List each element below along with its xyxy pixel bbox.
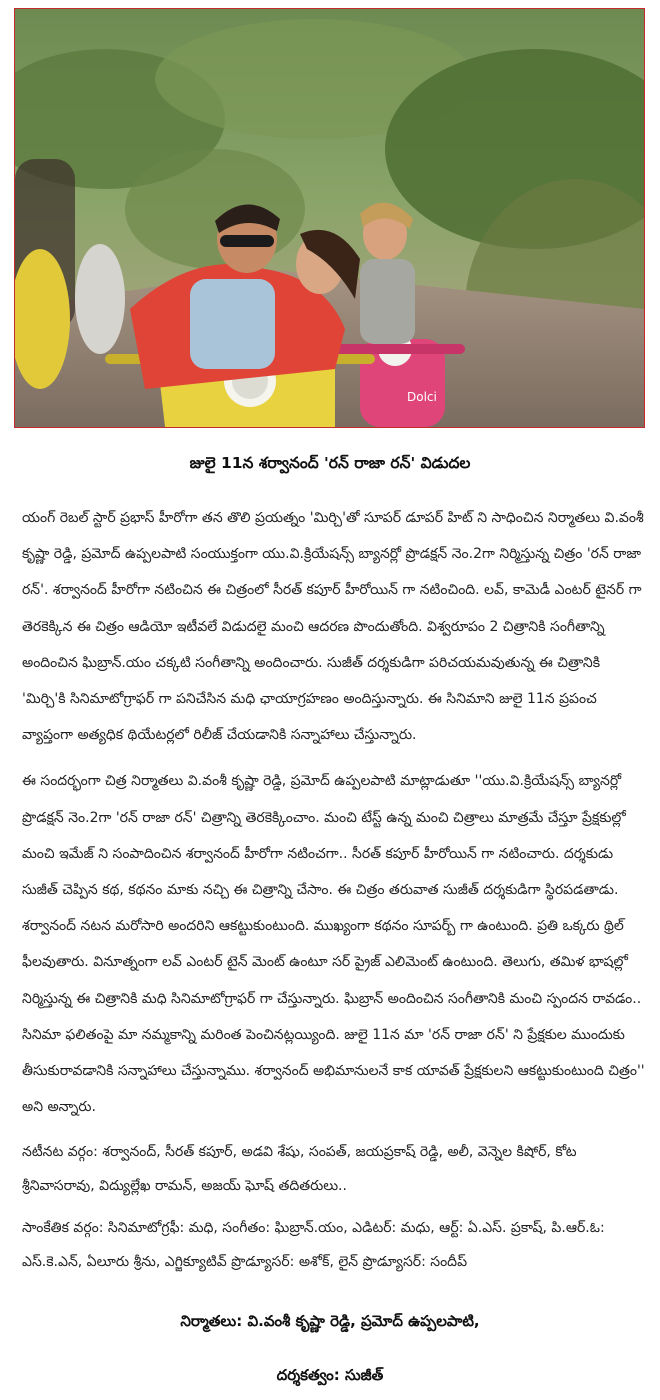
- article-paragraph: యంగ్ రెబల్ స్టార్ ప్రభాస్ హీరోగా తన తొలి ప్రయత్నం 'మిర్చి'తో సూపర్ డూపర్ హిట్ ని సాధించిన నిర్మాతలు వి.వంశీ కృష్ణా రెడ్డి, ప్రమోద్ ఉప్పలపాటి సంయుక్తంగా యు.వి.క్రియేషన్స్ బ్యానర్లో ప్రొడక్షన్ నెం.2గా నిర్మిస్తున్న చిత్రం 'రన్ రాజా రన్'. శర్వానంద్ హీరోగా నటించిన ఈ చిత్రంలో సీరత్ కపూర్ హీరోయిన్ గా నటించింది. లవ్, కామెడీ ఎంటర్ టైనర్ గా తెరకెక్కిన ఈ చిత్రం ఆడియో ఇటీవలే విడుదలై మంచి ఆదరణ పొందుతోంది. విశ్వరూపం 2 చిత్రానికి సంగీతాన్ని అందించిన ఘిబ్రాన్.యం చక్కటి సంగీతాన్ని అందించారు. సుజీత్ దర్శకుడిగా పరిచయమవుతున్న ఈ చిత్రానికి 'మిర్చి'కి సినిమాటోగ్రాఫర్ గా పనిచేసిన మధి ఛాయాగ్రహణం అందిస్తున్నారు. ఈ సినిమాని జులై 11న ప్రపంచ వ్యాప్తంగా అత్యధిక థియేటర్లలో రిలీజ్ చేయడానికి సన్నాహాలు చేస్తున్నారు.: [22, 510, 644, 744]
- film-still-image: [15, 9, 644, 427]
- cast-list: నటీనట వర్గం: శర్వానంద్, సీరత్ కపూర్, అడవి శేషు, సంపత్, జయప్రకాష్ రెడ్డి, అలీ, వెన్నెల కిషోర్, కోట శ్రీనివాసరావు, విద్యుల్లేఖ రామన్, అజయ్ ఘోష్ తదితరులు..: [22, 1144, 577, 1195]
- article-headline: జులై 11న శర్వానంద్ 'రన్ రాజా రన్' విడుదల: [189, 454, 471, 472]
- director-credit: దర్శకత్వం: సుజీత్: [276, 1366, 384, 1384]
- scooter-plate-text: Dolci: [407, 390, 437, 404]
- article-paragraph: ఈ సందర్భంగా చిత్ర నిర్మాతలు వి.వంశీ కృష్ణా రెడ్డి, ప్రమోద్ ఉప్పలపాటి మాట్లాడుతూ ''యు.వి.క్రియేషన్స్ బ్యానర్లో ప్రొడక్షన్ నెం.2గా 'రన్ రాజా రన్' చిత్రాన్ని తెరకెక్కించాం. మంచి టేస్ట్ ఉన్న మంచి చిత్రాలు మాత్రమే చేస్తూ ప్రేక్షకుల్లో మంచి ఇమేజ్ ని సంపాదించిన శర్వానంద్ హీరోగా నటించగా.. సీరత్ కపూర్ హీరోయిన్ గా నటించారు. దర్శకుడు సుజీత్ చెప్పిన కథ, కథనం మాకు నచ్చి ఈ చిత్రాన్ని చేసాం. ఈ చిత్రం తరువాత సుజీత్ దర్శకుడిగా స్థిరపడతాడు. శర్వానంద్ నటన మరోసారి అందరిని ఆకట్టుకుంటుంది. ముఖ్యంగా కథనం సూపర్బ్ గా ఉంటుంది. ప్రతి ఒక్కరు థ్రిల్ ఫీలవుతారు. వినూత్నంగా లవ్ ఎంటర్ టైన్ మెంట్ ఉంటూ సర్ ప్రైజ్ ఎలిమెంట్ ఉంటుంది. తెలుగు, తమిళ భాషల్లో నిర్మిస్తున్న ఈ చిత్రానికి మధి సినిమాటోగ్రాఫర్ గా చేస్తున్నారు. ఘిబ్రాన్ అందించిన సంగీతానికి మంచి స్పందన రావడం.. సినిమా ఫలితంపై మా నమ్మకాన్ని మరింత పెంచినట్లయ్యింది. జులై 11న మా 'రన్ రాజా రన్' ని ప్రేక్షకుల ముందుకు తీసుకురావడానికి సన్నాహాలు చేస్తున్నాము. శర్వానంద్ అభిమానులనే కాక యావత్ ప్రేక్షకులని ఆకట్టుకుంటుంది చిత్రం'' అని అన్నారు.: [22, 773, 645, 1116]
- producers-credit: నిర్మాతలు: వి.వంశీ కృష్ణా రెడ్డి, ప్రమోద్ ఉప్పలపాటి,: [180, 1312, 480, 1330]
- film-still-photo: [14, 8, 645, 428]
- crew-list: సాంకేతిక వర్గం: సినిమాటోగ్రఫీ: మధి, సంగీతం: ఘిబ్రాన్.యం, ఎడిటర్: మధు, ఆర్ట్: ఏ.ఎస్. ప్రకాష్, పి.ఆర్.ఓ: ఎస్.కె.ఎన్, ఏలూరు శ్రీను, ఎగ్జిక్యూటివ్ ప్రొడ్యూసర్: అశోక్, లైన్ ప్రొడ్యూసర్: సందీప్: [22, 1220, 605, 1271]
- article-body: [22, 500, 646, 1279]
